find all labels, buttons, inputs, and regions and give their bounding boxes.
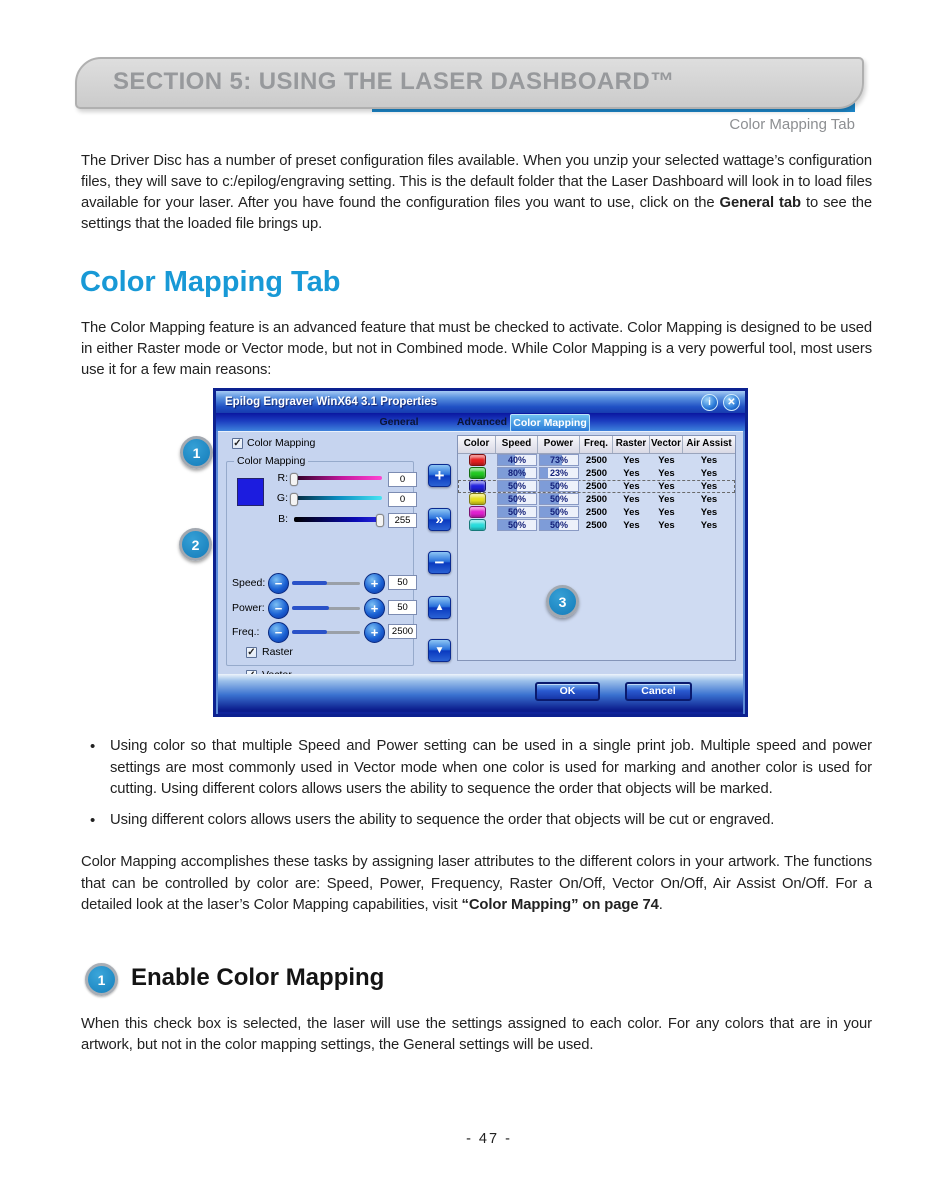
vector-cell: Yes [658,493,675,505]
blue-slider-row [218,513,418,526]
freq-slider-track[interactable] [292,631,360,634]
speed-bar: 50% [497,519,537,531]
raster-checkbox-label: Raster [262,646,293,658]
air-assist-cell: Yes [700,506,718,518]
raster-cell: Yes [623,467,640,479]
speed-slider-track[interactable] [292,582,360,585]
blue-slider-thumb[interactable] [376,514,384,527]
green-slider-label: G: [276,492,288,504]
blue-swatch-icon [469,480,486,492]
header-freq: Freq. [580,436,613,453]
dialog-button-bar [218,674,743,712]
bullet-text: Using color so that multiple Speed and Power setting can be used in a single print job. Multiple speed and power settings are most commonly used in Vector mode when one color is used for marking and another color is used for cutting. Using different colors allows users the ability to sequence the order that objects will be marked. [110,738,872,797]
power-increment-button[interactable]: + [364,598,385,619]
vector-cell: Yes [658,480,675,492]
header-vector: Vector [650,436,683,453]
red-slider-label: R: [277,472,288,484]
power-slider-row [218,597,428,618]
red-value-field[interactable]: 0 [388,472,417,487]
intro-text: The Driver Disc has a number of preset configuration files available. When you unzip your selected wattage’s configuration files, they will save to c:/epilog/engraving setting. This is the default folder that the Laser Dashboard will look in to load files available for your laser. After you have found the configuration files you want to use, click on the [81,153,872,211]
air-assist-cell: Yes [700,454,718,466]
speed-slider-row [218,572,428,593]
bullet-text: Using different colors allows users the ability to sequence the order that objects will be cut or engraved. [110,812,775,828]
speed-value-field[interactable]: 50 [388,575,417,590]
header-tab-label: Color Mapping Tab [729,116,855,133]
info-icon[interactable]: i [701,394,718,411]
callout-2-badge: 2 [179,528,212,561]
raster-cell: Yes [623,493,640,505]
freq-value-field[interactable]: 2500 [388,624,417,639]
power-label: Power: [232,602,265,614]
properties-dialog [213,388,748,717]
red-slider-thumb[interactable] [290,473,298,486]
green-value-field[interactable]: 0 [388,492,417,507]
dialog-title: Epilog Engraver WinX64 3.1 Properties [225,396,438,408]
raster-checkbox[interactable] [246,646,293,658]
table-row-blue-selected[interactable] [458,480,735,493]
section-title: SECTION 5: USING THE LASER DASHBOARD™ [113,68,675,95]
move-down-button[interactable]: ▼ [428,639,451,662]
green-slider-thumb[interactable] [290,493,298,506]
enable-section-badge: 1 [85,963,118,996]
power-bar: 50% [539,519,579,531]
freq-cell: 2500 [585,454,608,466]
cyan-swatch-icon [469,519,486,531]
air-assist-cell: Yes [700,467,718,479]
power-value-field[interactable]: 50 [388,600,417,615]
ok-button[interactable]: OK [535,682,600,701]
freq-cell: 2500 [585,506,608,518]
blue-value-field[interactable]: 255 [388,513,417,528]
vector-cell: Yes [658,519,675,531]
page-title: Color Mapping Tab [80,266,341,298]
color-mapping-enable-checkbox[interactable] [232,437,315,449]
bullet-item [90,736,872,801]
red-slider-row [218,472,418,485]
color-mapping-checkbox-label: Color Mapping [247,437,316,449]
tab-advanced[interactable]: Advanced [456,416,508,428]
power-bar: 23% [539,467,579,479]
header-power: Power [538,436,580,453]
intro-text-post: to see the settings that the loaded file brings up. [81,195,873,232]
dialog-body [216,391,745,714]
summary-text-post: . [658,897,663,913]
move-up-button[interactable]: ▲ [428,596,451,619]
vector-cell: Yes [658,467,675,479]
speed-increment-button[interactable]: + [364,573,385,594]
magenta-swatch-icon [469,506,486,518]
table-header-row [458,436,735,454]
freq-cell: 2500 [585,467,608,479]
freq-cell: 2500 [585,493,608,505]
tab-color-mapping[interactable]: Color Mapping [510,414,590,432]
power-bar: 73% [539,454,579,466]
page-number: - 47 - [466,1131,512,1147]
speed-label: Speed: [232,577,266,589]
table-row-red[interactable] [458,454,735,467]
speed-decrement-button[interactable]: − [268,573,289,594]
freq-cell: 2500 [585,519,608,531]
raster-cell: Yes [623,454,640,466]
raster-cell: Yes [623,506,640,518]
section-header-bar [75,57,864,109]
air-assist-cell: Yes [700,519,718,531]
summary-link-text: “Color Mapping” on page 74 [461,897,659,913]
intro-paragraph [81,151,872,235]
red-slider-track[interactable] [294,476,382,480]
power-decrement-button[interactable]: − [268,598,289,619]
green-slider-row [218,492,418,505]
bullet-icon: • [90,812,96,829]
callout-3-badge: 3 [546,585,579,618]
cancel-button[interactable]: Cancel [625,682,692,701]
freq-cell: 2500 [585,480,608,492]
speed-bar: 80% [497,467,537,479]
power-slider-fill [292,606,329,610]
power-bar: 50% [539,493,579,505]
table-row-green[interactable] [458,467,735,480]
dialog-titlebar [216,391,745,413]
apply-arrow-button[interactable]: » [428,508,451,531]
tab-general[interactable]: General [379,416,419,428]
vector-cell: Yes [658,454,675,466]
header-air-assist: Air Assist [686,438,732,449]
header-speed: Speed [496,436,538,453]
power-bar: 50% [539,506,579,518]
vector-cell: Yes [658,506,675,518]
intro-bold-text: General tab [719,195,801,211]
enable-section-title: Enable Color Mapping [131,964,385,991]
raster-cell: Yes [623,519,640,531]
red-swatch-icon [469,454,486,466]
speed-bar: 50% [497,506,537,518]
table-row-magenta[interactable] [458,506,735,519]
dialog-content [218,431,743,675]
freq-slider-row [218,621,428,642]
summary-text: Color Mapping accomplishes these tasks by assigning laser attributes to the different colors in your artwork. The functions that can be controlled by color are: Speed, Power, Frequency, Raster On/Off, Vector On/Off, Air Assist On/Off. For a detailed look at the laser’s Color Mapping capabilities, visit [81,854,872,913]
yellow-swatch-icon [469,493,486,505]
summary-paragraph [81,852,872,917]
description-paragraph: The Color Mapping feature is an advanced feature that must be checked to activate. Color Mapping is designed to be used in either Raster mode or Vector mode, but not in Combined mode. While Color Mapping is a very powerful tool, most users use it for a few main reasons: [81,320,872,378]
blue-slider-track[interactable] [294,517,382,522]
remove-color-button[interactable]: − [428,551,451,574]
air-assist-cell: Yes [700,480,718,492]
blue-slider-label: B: [278,513,288,525]
header-raster: Raster [613,436,650,453]
raster-cell: Yes [623,480,640,492]
color-mapping-table [457,435,736,661]
table-row-yellow[interactable] [458,493,735,506]
speed-bar: 50% [497,480,537,492]
groupbox-label: Color Mapping [234,455,308,467]
freq-label: Freq.: [232,626,260,638]
power-slider-track[interactable] [292,607,360,610]
add-color-button[interactable]: + [428,464,451,487]
table-row-cyan[interactable] [458,519,735,532]
checkbox-checked-icon[interactable]: ✓ [233,437,242,449]
speed-bar: 50% [497,493,537,505]
enable-section-paragraph: When this check box is selected, the laser will use the settings assigned to each color. For any colors that are in your artwork, but not in the color mapping settings, the General settings will be used. [81,1016,872,1053]
freq-slider-fill [292,630,327,634]
bullet-item [90,810,872,832]
close-icon[interactable]: ✕ [723,394,740,411]
air-assist-cell: Yes [700,493,718,505]
speed-slider-fill [292,581,327,585]
bullet-icon: • [90,738,96,755]
freq-decrement-button[interactable]: − [268,622,289,643]
green-swatch-icon [469,467,486,479]
checkbox-checked-icon[interactable]: ✓ [247,646,256,658]
callout-1-badge: 1 [180,436,213,469]
green-slider-track[interactable] [294,496,382,500]
dialog-tabbar [216,413,745,431]
speed-bar: 40% [497,454,537,466]
header-color: Color [458,436,496,453]
freq-increment-button[interactable]: + [364,622,385,643]
power-bar: 50% [539,480,579,492]
